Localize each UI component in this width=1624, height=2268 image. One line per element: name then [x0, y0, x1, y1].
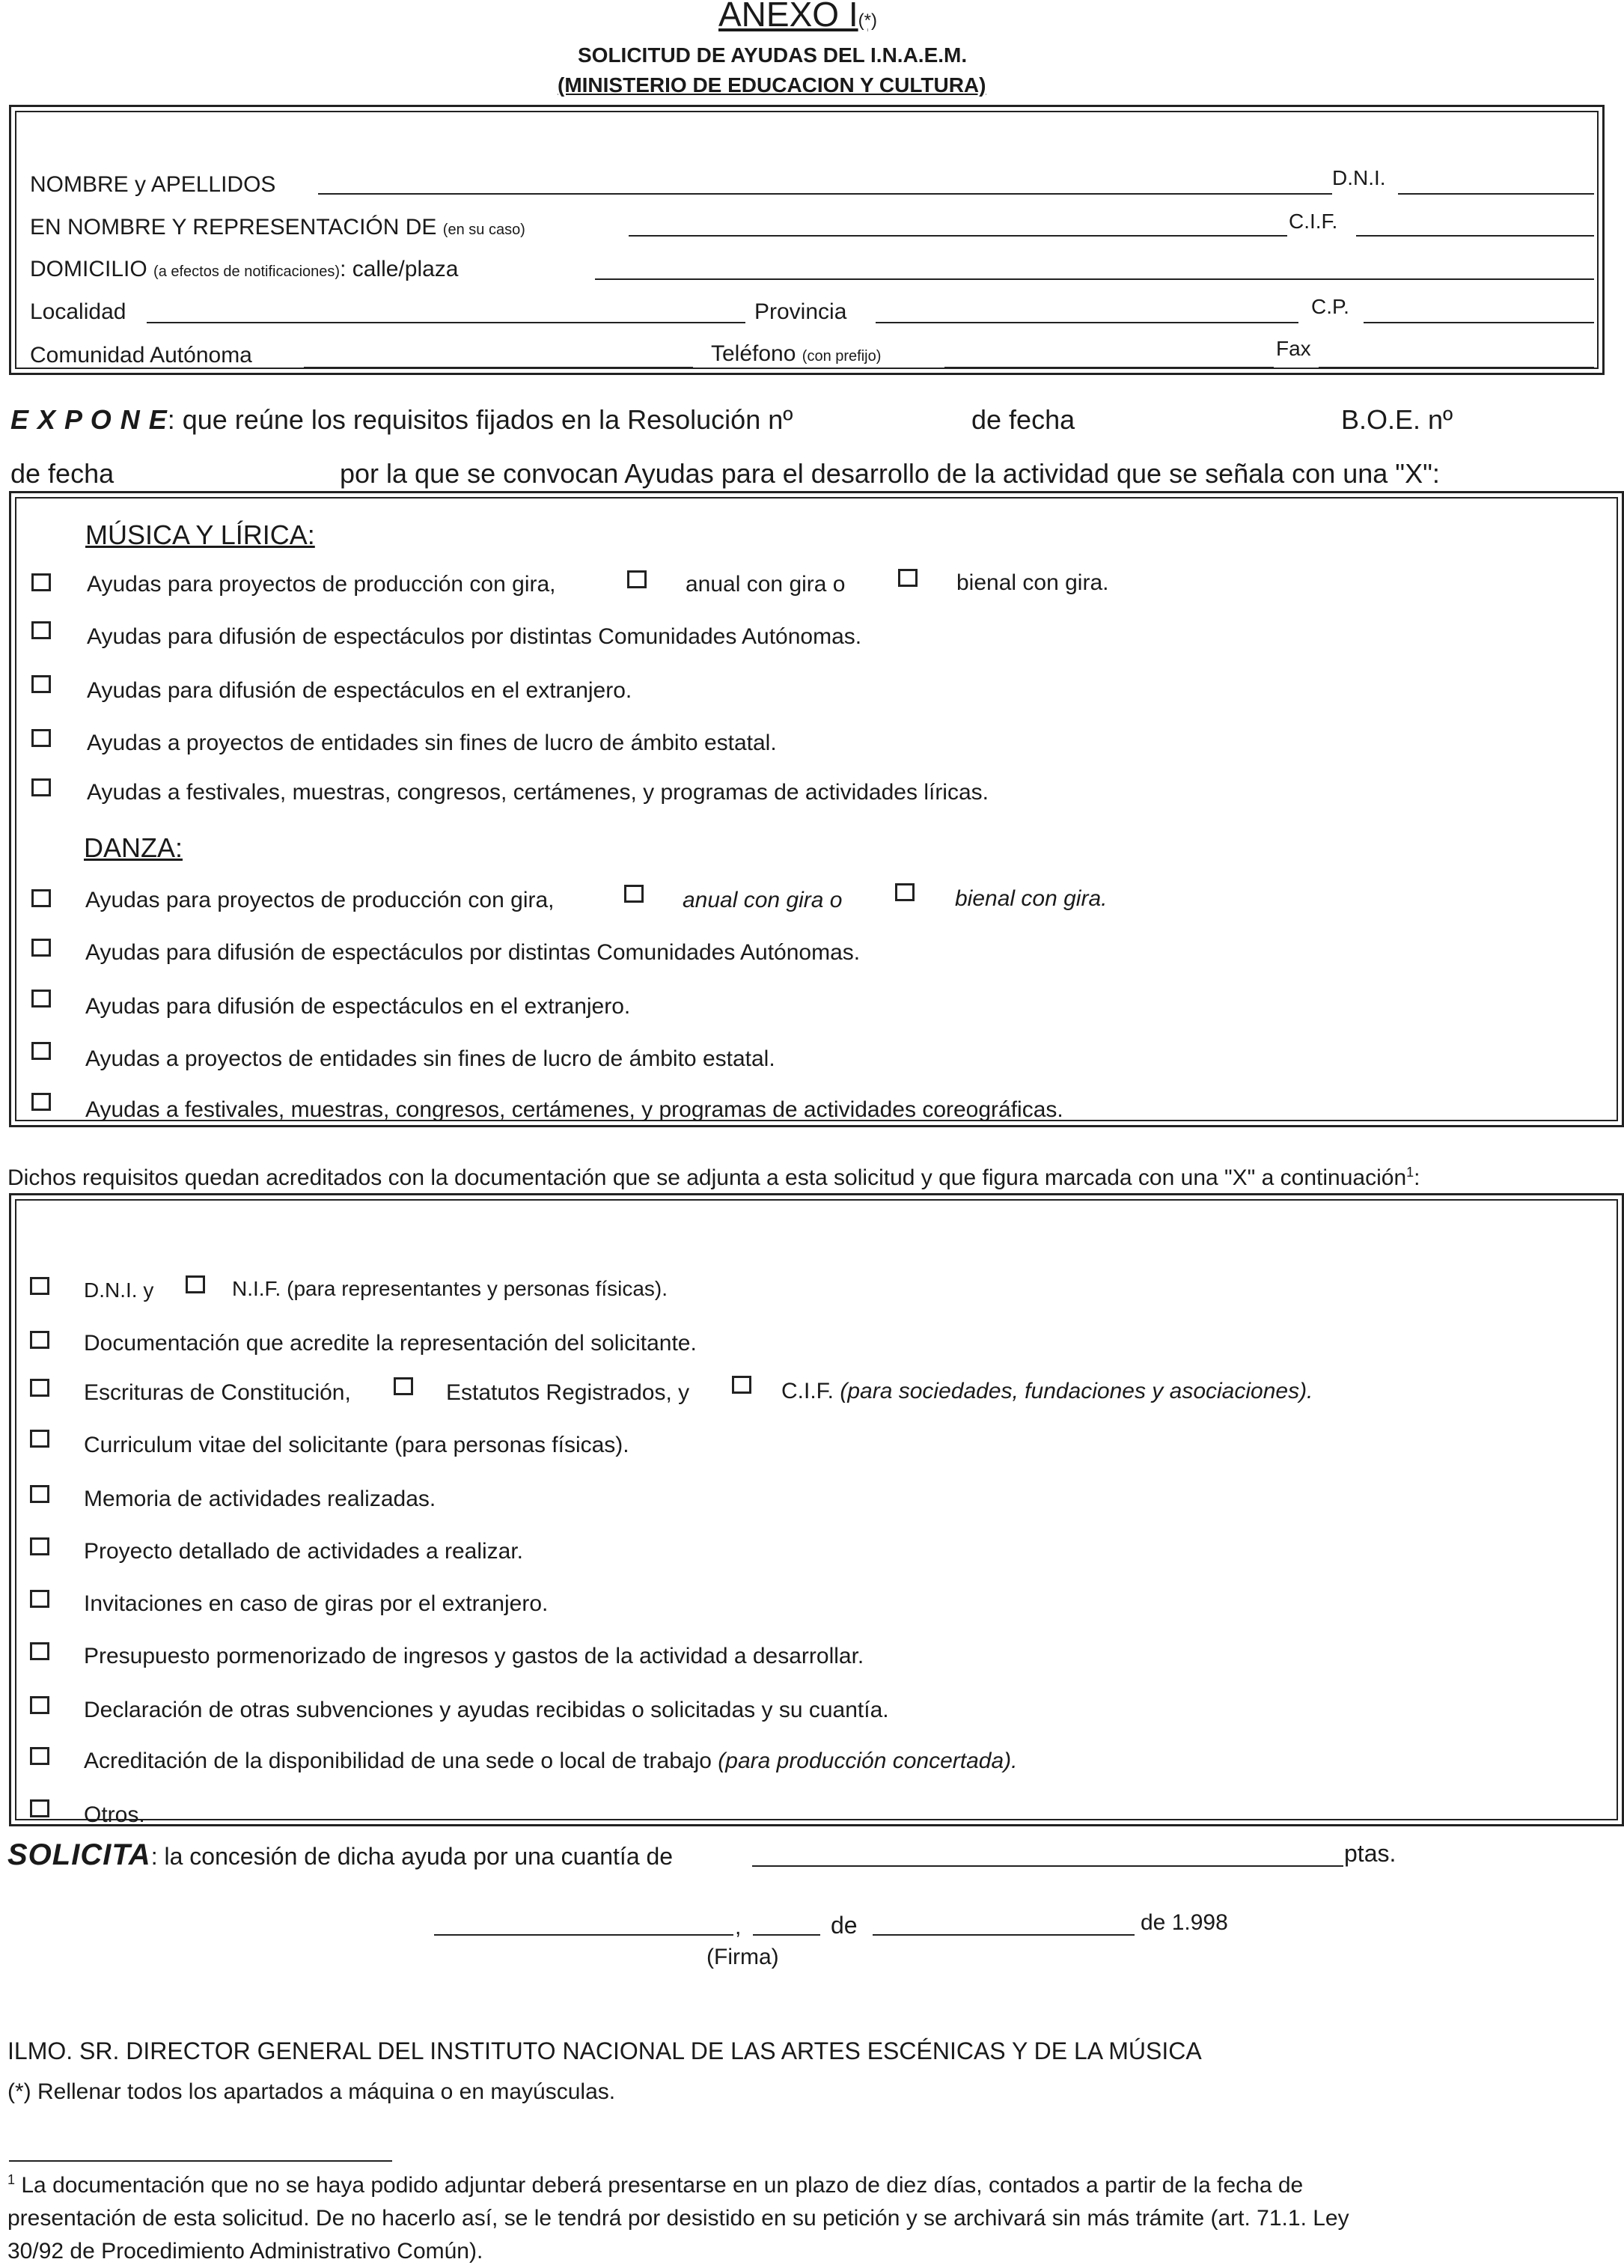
- dance-item-production: Ayudas para proyectos de producción con gira,: [85, 888, 555, 912]
- province-label: Provincia: [754, 299, 847, 324]
- signature-de: de: [831, 1912, 858, 1939]
- music-checkbox-annual[interactable]: [627, 570, 647, 588]
- docs-checkbox-invitations[interactable]: [30, 1590, 49, 1608]
- dance-item-regions: Ayudas para difusión de espectáculos por distintas Comunidades Autónomas.: [85, 940, 861, 965]
- docs-checkbox-cif[interactable]: [732, 1376, 751, 1394]
- region-label: Comunidad Autónoma: [30, 343, 252, 368]
- dance-checkbox-production[interactable]: [31, 889, 51, 907]
- music-item-nonprofit: Ayudas a proyectos de entidades sin fines de lucro de ámbito estatal.: [87, 731, 777, 755]
- dance-heading: DANZA:: [84, 832, 183, 863]
- music-opt-annual: anual con gira o: [686, 572, 846, 597]
- docs-deeds: Escrituras de Constitución,: [84, 1380, 351, 1405]
- docs-checkbox-representation[interactable]: [30, 1331, 49, 1349]
- music-checkbox-nonprofit[interactable]: [31, 729, 51, 747]
- address-field[interactable]: [595, 278, 1594, 280]
- solicita-line: SOLICITA: la concesión de dicha ayuda por una cuantía de: [7, 1838, 674, 1871]
- dance-checkbox-nonprofit[interactable]: [31, 1042, 51, 1060]
- representation-label: EN NOMBRE Y REPRESENTACIÓN DE (en su caso): [30, 215, 525, 240]
- docs-checkbox-project[interactable]: [30, 1537, 49, 1555]
- phone-label: Teléfono (con prefijo): [711, 341, 882, 366]
- music-item-abroad: Ayudas para difusión de espectáculos en el extranjero.: [87, 678, 632, 703]
- expone-fecha: de fecha: [971, 404, 1075, 435]
- music-checkbox-regions[interactable]: [31, 621, 51, 639]
- docs-statutes: Estatutos Registrados, y: [446, 1380, 690, 1405]
- subtitle: SOLICITUD DE AYUDAS DEL I.N.A.E.M.: [578, 43, 968, 67]
- music-checkbox-production[interactable]: [31, 573, 51, 591]
- currency: ptas.: [1344, 1840, 1396, 1867]
- music-heading: MÚSICA Y LÍRICA:: [85, 519, 315, 550]
- docs-report: Memoria de actividades realizadas.: [84, 1487, 436, 1511]
- docs-checkbox-budget[interactable]: [30, 1642, 49, 1660]
- docs-cif: C.I.F. (para sociedades, fundaciones y asociaciones).: [781, 1379, 1313, 1403]
- docs-checkbox-report[interactable]: [30, 1485, 49, 1503]
- docs-budget: Presupuesto pormenorizado de ingresos y gastos de la actividad a desarrollar.: [84, 1644, 864, 1668]
- dance-item-festivals: Ayudas a festivales, muestras, congresos, certámenes, y programas de actividades coreográficas.: [85, 1097, 1063, 1122]
- docs-checkbox-statutes[interactable]: [394, 1377, 413, 1395]
- docs-intro: Dichos requisitos quedan acreditados con la documentación que se adjunta a esta solicitud y que figura marcada con una "X" a continuación$^1$:: [7, 1165, 1420, 1190]
- postal-field[interactable]: [1364, 322, 1594, 323]
- day-field[interactable]: [753, 1934, 820, 1936]
- locality-label: Localidad: [30, 299, 126, 324]
- docs-representation: Documentación que acredite la representación del solicitante.: [84, 1331, 697, 1356]
- docs-checkbox-subsidies[interactable]: [30, 1696, 49, 1714]
- docs-venue: Acreditación de la disponibilidad de una sede o local de trabajo (para producción concertada).: [84, 1749, 1018, 1773]
- docs-project: Proyecto detallado de actividades a realizar.: [84, 1539, 524, 1564]
- music-checkbox-abroad[interactable]: [31, 675, 51, 693]
- month-field[interactable]: [873, 1934, 1135, 1936]
- postal-label: C.P.: [1311, 295, 1349, 318]
- dance-checkbox-festivals[interactable]: [31, 1093, 51, 1111]
- name-field[interactable]: [318, 193, 1332, 195]
- place-field[interactable]: [434, 1934, 733, 1936]
- dance-checkbox-annual[interactable]: [624, 885, 644, 903]
- addressee: ILMO. SR. DIRECTOR GENERAL DEL INSTITUTO NACIONAL DE LAS ARTES ESCÉNICAS Y DE LA MÚSICA: [7, 2037, 1202, 2064]
- region-field[interactable]: [304, 367, 693, 368]
- dance-item-abroad: Ayudas para difusión de espectáculos en el extranjero.: [85, 994, 631, 1019]
- docs-checkbox-deeds[interactable]: [30, 1379, 49, 1397]
- dance-checkbox-biennial[interactable]: [895, 883, 915, 901]
- page-title: ANEXO I(*): [718, 0, 877, 34]
- fax-label: Fax: [1276, 337, 1311, 360]
- music-opt-biennial: bienal con gira.: [956, 570, 1109, 595]
- docs-checkbox-nif[interactable]: [186, 1275, 205, 1293]
- expone-line: E X P O N E: que reúne los requisitos fijados en la Resolución nº: [10, 404, 793, 435]
- signature-year: de 1.998: [1141, 1910, 1228, 1935]
- locality-field[interactable]: [147, 322, 745, 323]
- fax-field[interactable]: [1319, 367, 1594, 368]
- dance-opt-biennial: bienal con gira.: [955, 886, 1108, 911]
- docs-subsidies: Declaración de otras subvenciones y ayudas recibidas o solicitadas y su cuantía.: [84, 1698, 889, 1722]
- docs-other: Otros.: [84, 1802, 145, 1827]
- address-label: DOMICILIO (a efectos de notificaciones): calle/plaza: [30, 257, 459, 281]
- dance-item-nonprofit: Ayudas a proyectos de entidades sin fines de lucro de ámbito estatal.: [85, 1046, 775, 1071]
- expone-boe: B.O.E. nº: [1341, 404, 1453, 435]
- dance-opt-annual: anual con gira o: [683, 888, 843, 912]
- dni-field[interactable]: [1398, 193, 1594, 195]
- docs-dni: D.N.I. y: [84, 1278, 154, 1302]
- docs-checkbox-cv[interactable]: [30, 1430, 49, 1448]
- expone-convocatoria: por la que se convocan Ayudas para el desarrollo de la actividad que se señala con una "X":: [340, 458, 1440, 489]
- music-item-festivals: Ayudas a festivales, muestras, congresos, certámenes, y programas de actividades líricas.: [87, 780, 989, 805]
- signature-comma: ,: [735, 1915, 742, 1939]
- name-label: NOMBRE y APELLIDOS: [30, 172, 276, 197]
- ministry: (MINISTERIO DE EDUCACION Y CULTURA): [558, 73, 986, 97]
- footnote-divider: [9, 2160, 392, 2162]
- docs-cv: Curriculum vitae del solicitante (para personas físicas).: [84, 1433, 629, 1457]
- cif-label: C.I.F.: [1289, 210, 1338, 233]
- phone-field[interactable]: [944, 367, 1274, 368]
- music-checkbox-biennial[interactable]: [898, 569, 918, 587]
- cif-field[interactable]: [1356, 235, 1594, 237]
- music-item-regions: Ayudas para difusión de espectáculos por distintas Comunidades Autónomas.: [87, 624, 862, 649]
- music-checkbox-festivals[interactable]: [31, 778, 51, 796]
- footnote: $^1$ La documentación que no se haya podido adjuntar deberá presentarse en un plazo de diez días, contados a partir de la fecha de presentación de esta solicitud. De no hacerlo así, se le tendrá por desistido en su petición y se archivará sin más trámite (art. 71.1. Ley 30/92 de Procedimiento Administrativo Común).: [7, 2172, 1349, 2264]
- province-field[interactable]: [876, 322, 1298, 323]
- docs-nif: N.I.F. (para representantes y personas físicas).: [232, 1277, 668, 1300]
- dni-label: D.N.I.: [1332, 166, 1386, 189]
- expone-fecha2: de fecha: [10, 458, 115, 489]
- docs-invitations: Invitaciones en caso de giras por el extranjero.: [84, 1591, 549, 1616]
- amount-field[interactable]: [752, 1865, 1343, 1867]
- fill-note: (*) Rellenar todos los apartados a máquina o en mayúsculas.: [7, 2079, 616, 2104]
- dance-checkbox-abroad[interactable]: [31, 990, 51, 1008]
- docs-checkbox-dni[interactable]: [30, 1277, 49, 1295]
- representation-field[interactable]: [629, 235, 1287, 237]
- music-item-production: Ayudas para proyectos de producción con gira,: [87, 572, 556, 597]
- dance-checkbox-regions[interactable]: [31, 939, 51, 957]
- docs-checkbox-other[interactable]: [30, 1799, 49, 1817]
- signature-firma: (Firma): [706, 1945, 779, 1969]
- docs-checkbox-venue[interactable]: [30, 1747, 49, 1765]
